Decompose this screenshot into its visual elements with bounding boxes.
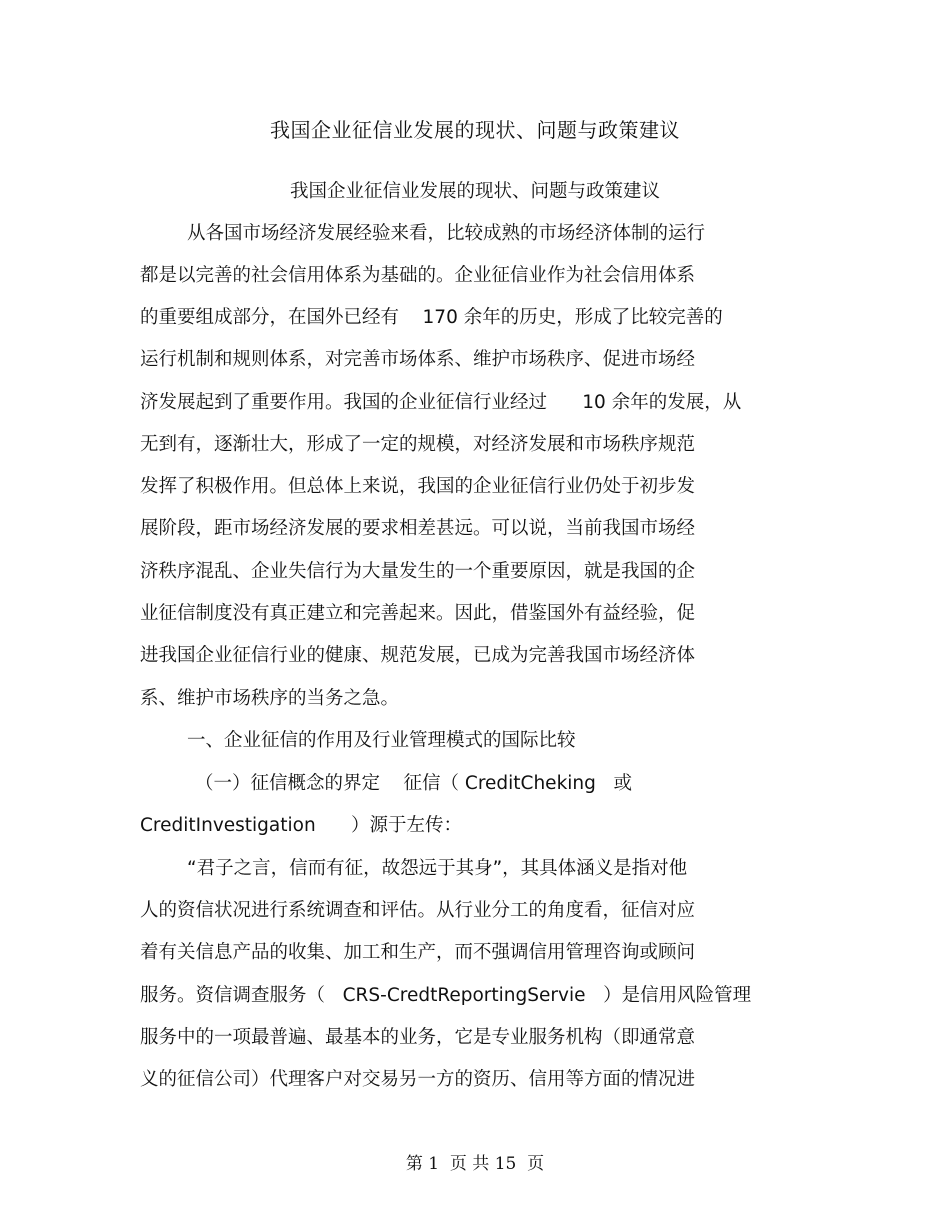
paragraph-line: 人的资信状况进行系统调查和评估。从行业分工的角度看，征信对应 [140, 900, 696, 921]
paragraph-line: 着有关信息产品的收集、加工和生产，而不强调信用管理咨询或顾问 [140, 942, 696, 963]
subsection-heading: （一）征信概念的界定 征信（ CreditCheking 或 [195, 773, 633, 794]
paragraph-line: 都是以完善的社会信用体系为基础的。企业征信业作为社会信用体系 [140, 265, 696, 286]
paragraph-line: 义的征信公司）代理客户对交易另一方的资历、信用等方面的情况进 [140, 1069, 696, 1090]
paragraph-line: 业征信制度没有真正建立和完善起来。因此，借鉴国外有益经验，促 [140, 603, 696, 624]
paragraph-line: 系、维护市场秩序的当务之急。 [140, 688, 400, 709]
section-heading: 一、企业征信的作用及行业管理模式的国际比较 [187, 730, 576, 751]
document-title: 我国企业征信业发展的现状、问题与政策建议 [270, 118, 680, 142]
paragraph-line: CreditInvestigation ）源于左传： [140, 815, 462, 836]
page-number-footer: 第 1 页 共 15 页 [405, 1154, 545, 1174]
paragraph-line: 发挥了积极作用。但总体上来说，我国的企业征信行业仍处于初步发 [140, 476, 696, 497]
paragraph-line: 济发展起到了重要作用。我国的企业征信行业经过 10 余年的发展，从 [140, 392, 742, 413]
paragraph-line: 进我国企业征信行业的健康、规范发展，已成为完善我国市场经济体 [140, 645, 696, 666]
paragraph-line: 济秩序混乱、企业失信行为大量发生的一个重要原因，就是我国的企 [140, 561, 696, 582]
paragraph-line: 展阶段，距市场经济发展的要求相差甚远。可以说，当前我国市场经 [140, 518, 696, 539]
paragraph-line: 的重要组成部分，在国外已经有 170 余年的历史，形成了比较完善的 [140, 307, 723, 328]
paragraph-line: 服务。资信调查服务（ CRS-CredtReportingServie ）是信用风险管理 [140, 985, 752, 1006]
paragraph-line: “君子之言，信而有征，故怨远于其身”，其具体涵义是指对他 [187, 858, 688, 879]
article-subtitle: 我国企业征信业发展的现状、问题与政策建议 [289, 181, 660, 202]
paragraph-line: 无到有，逐渐壮大，形成了一定的规模，对经济发展和市场秩序规范 [140, 434, 696, 455]
paragraph-line: 从各国市场经济发展经验来看，比较成熟的市场经济体制的运行 [187, 223, 706, 244]
paragraph-line: 运行机制和规则体系，对完善市场体系、维护市场秩序、促进市场经 [140, 349, 696, 370]
paragraph-line: 服务中的一项最普遍、最基本的业务，它是专业服务机构（即通常意 [140, 1027, 696, 1048]
